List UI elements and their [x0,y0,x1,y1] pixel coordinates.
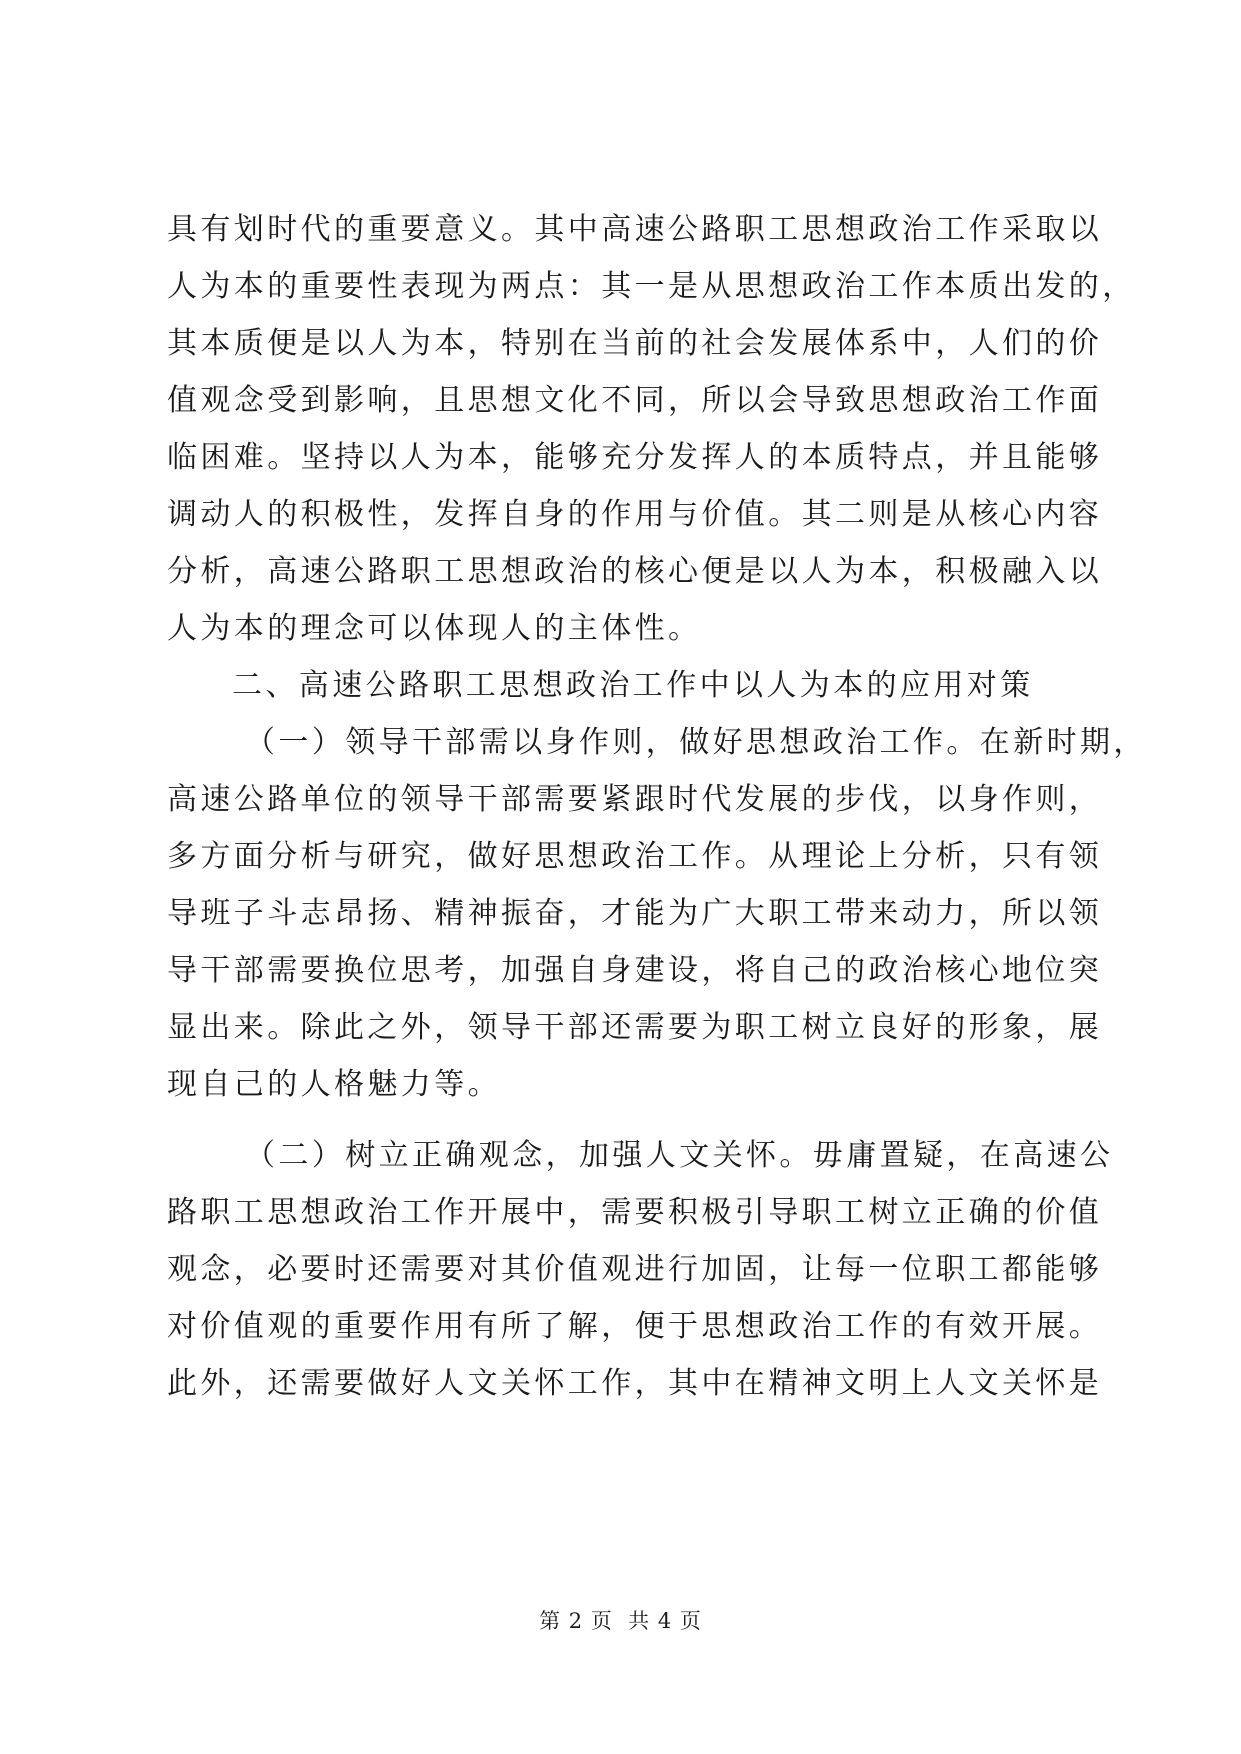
text-line: 高速公路单位的领导干部需要紧跟时代发展的步伐，以身作则， [167,782,1103,817]
text-line: 观念，必要时还需要对其价值观进行加固，让每一位职工都能够 [167,1252,1103,1287]
text-line: 调动人的积极性，发挥自身的作用与价值。其二则是从核心内容 [167,497,1103,532]
text-line: 值观念受到影响，且思想文化不同，所以会导致思想政治工作面 [167,383,1103,418]
page-number-footer: 第 2 页 共 4 页 [539,1609,702,1633]
text-line: 其本质便是以人为本，特别在当前的社会发展体系中，人们的价 [167,326,1103,361]
text-line: 对价值观的重要作用有所了解，便于思想政治工作的有效开展。 [167,1309,1103,1344]
text-line: 具有划时代的重要意义。其中高速公路职工思想政治工作采取以 [167,212,1103,247]
text-line: 分析，高速公路职工思想政治的核心便是以人为本，积极融入以 [167,554,1103,589]
text-line: 现自己的人格魅力等。 [167,1067,501,1102]
section-heading: 二、高速公路职工思想政治工作中以人为本的应用对策 [232,668,1034,703]
text-line: 多方面分析与研究，做好思想政治工作。从理论上分析，只有领 [167,839,1103,874]
text-line: 路职工思想政治工作开展中，需要积极引导职工树立正确的价值 [167,1195,1103,1230]
text-line: 此外，还需要做好人文关怀工作，其中在精神文明上人文关怀是 [167,1366,1103,1401]
text-line: 临困难。坚持以人为本，能够充分发挥人的本质特点，并且能够 [167,440,1103,475]
text-line: 显出来。除此之外，领导干部还需要为职工树立良好的形象，展 [167,1010,1103,1045]
text-line: 人为本的理念可以体现人的主体性。 [167,611,702,646]
text-line: 导干部需要换位思考，加强自身建设，将自己的政治核心地位突 [167,953,1103,988]
text-line: 导班子斗志昂扬、精神振奋，才能为广大职工带来动力，所以领 [167,896,1103,931]
subsection-heading-line: （一）领导干部需以身作则，做好思想政治工作。在新时期， [245,725,1147,760]
text-line: 人为本的重要性表现为两点：其一是从思想政治工作本质出发的， [167,269,1136,304]
subsection-heading-line: （二）树立正确观念，加强人文关怀。毋庸置疑，在高速公 [245,1138,1114,1173]
